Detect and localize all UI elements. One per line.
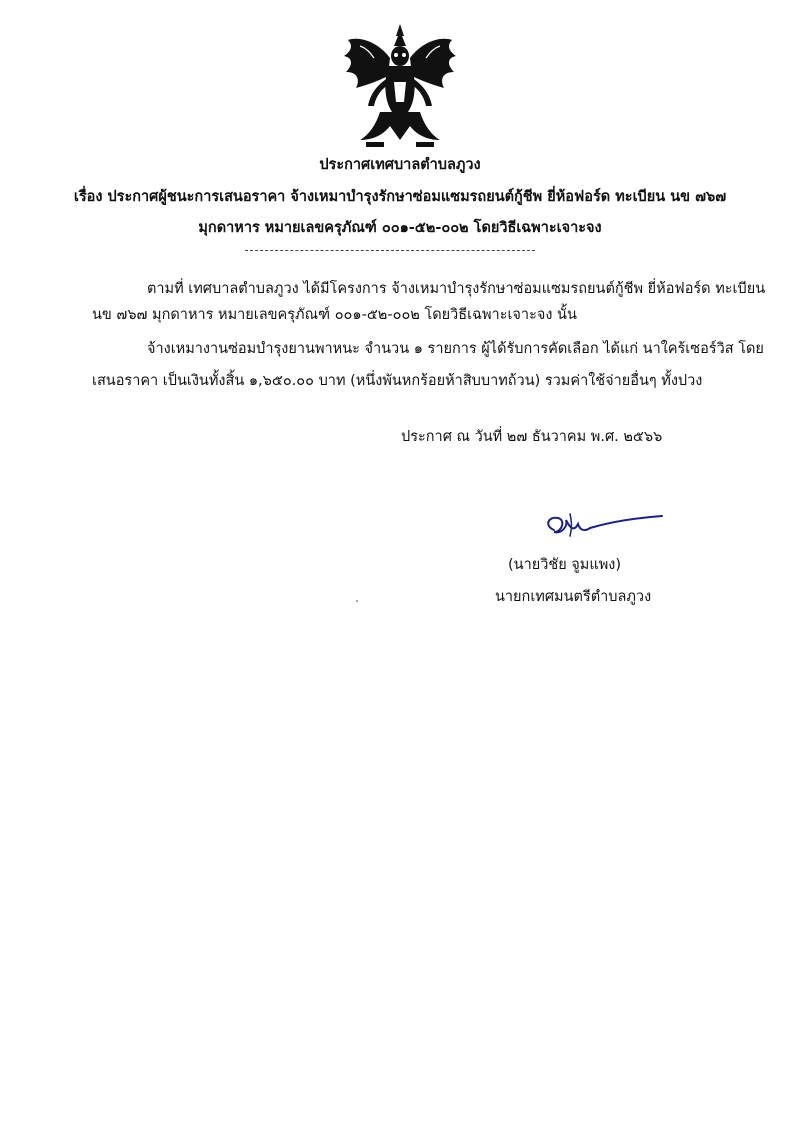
- announcement-title: ประกาศเทศบาลตำบลภูวง: [319, 157, 481, 173]
- paragraph-2-line-2: เสนอราคา เป็นเงินทั้งสิ้น ๑,๖๕๐.๐๐ บาท (หนึ่งพันหกร้อยห้าสิบบาทถ้วน) รวมค่าใช้จ่ายอื่นๆ ทั้งปวง: [92, 373, 703, 389]
- signer-name: (นายวิชัย จูมแพง): [508, 557, 621, 573]
- subject-line-1: เรื่อง ประกาศผู้ชนะการเสนอราคา จ้างเหมาบำรุงรักษาซ่อมแซมรถยนต์กู้ชีพ ยี่ห้อฟอร์ด ทะเบียน นข ๗๖๗: [73, 189, 727, 205]
- paragraph-2-line-1: จ้างเหมางานซ่อมบำรุงยานพาหนะ จำนวน ๑ รายการ ผู้ได้รับการคัดเลือก ได้แก่ นาใคร้เซอร์วิส โดย: [147, 341, 764, 357]
- scan-speck: [356, 600, 358, 602]
- signer-position: นายกเทศมนตรีตำบลภูวง: [495, 589, 652, 605]
- garuda-emblem-icon: [340, 22, 460, 152]
- paragraph-1-line-2: นข ๗๖๗ มุกดาหาร หมายเลขครุภัณฑ์ ๐๐๑-๕๒-๐๐๒ โดยวิธีเฉพาะเจาะจง นั้น: [92, 307, 577, 323]
- handwritten-signature-icon: [540, 508, 665, 548]
- dashed-divider: [245, 250, 535, 251]
- announcement-date: ประกาศ ณ วันที่ ๒๗ ธันวาคม พ.ศ. ๒๕๖๖: [401, 429, 663, 445]
- subject-line-2: มุกดาหาร หมายเลขครุภัณฑ์ ๐๐๑-๕๒-๐๐๒ โดยวิธีเฉพาะเจาะจง: [198, 220, 602, 236]
- paragraph-1-line-1: ตามที่ เทศบาลตำบลภูวง ได้มีโครงการ จ้างเหมาบำรุงรักษาซ่อมแซมรถยนต์กู้ชีพ ยี่ห้อฟอร์ด ทะเบียน: [147, 281, 766, 297]
